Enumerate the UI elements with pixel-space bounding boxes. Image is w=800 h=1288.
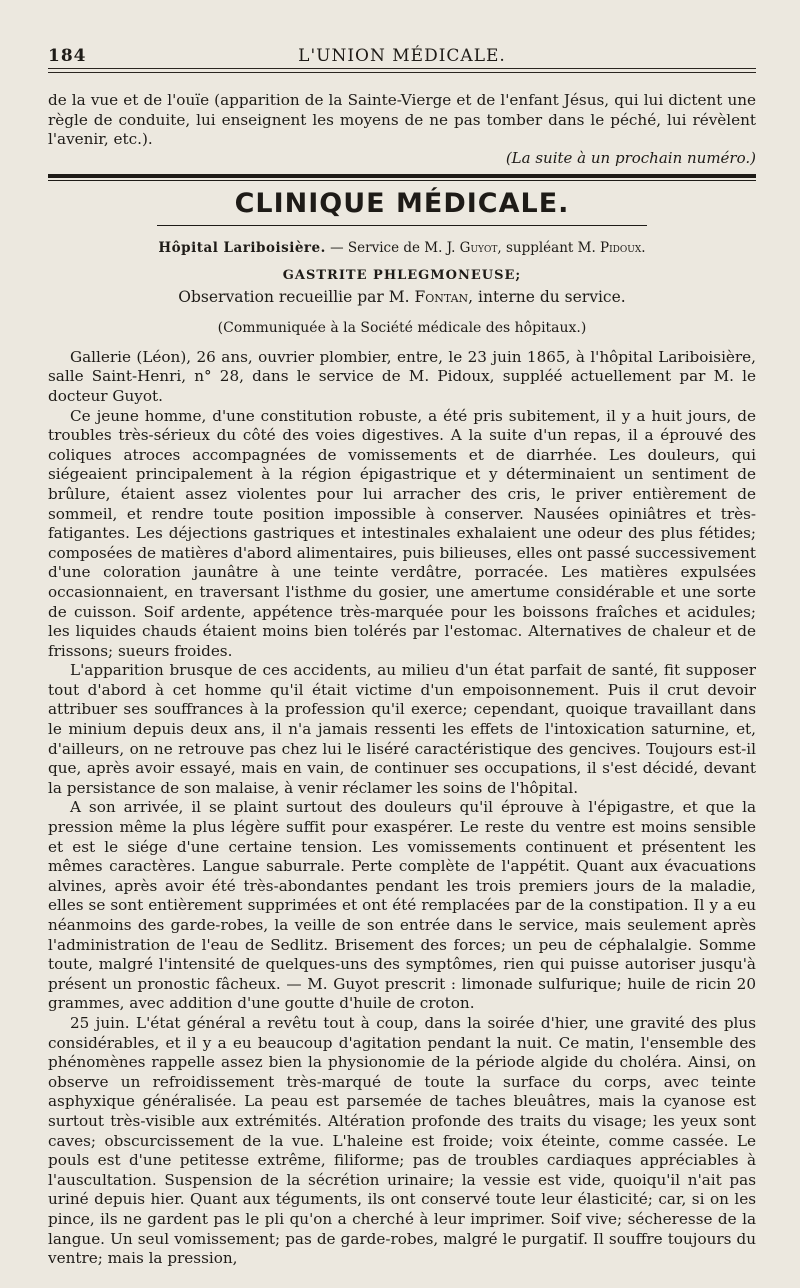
hospital-line <box>48 239 756 257</box>
observation-suffix: , interne du service. <box>468 287 626 306</box>
to-be-continued-note: (La suite à un prochain numéro.) <box>505 148 756 167</box>
body-paragraph: A son arrivée, il se plaint surtout des douleurs qu'il éprouve à l'épigastre, et que la pression même la plus légère suffit pour exaspérer. Le reste du ventre est moins sensible et est le siége d'une certaine tension. Les vomissements continuent et présentent les mêmes caractères. Langue saburrale. Perte complète de l'appétit. Quant aux évacuations alvines, après avoir été très-abondantes pendant les trois premiers jours de la maladie, elles se sont entièrement supprimées et ont été remplacées par de la constipation. Il y a eu néanmoins des garde-robes, la veille de son entrée dans le service, mais seulement après l'administration de l'eau de Sedlitz. Brisement des forces; un peu de céphalalgie. Somme toute, malgré l'intensité de quelques-uns des symptômes, rien qui puisse autoriser jusqu'à présent un pronostic fâcheux. — M. Guyot prescrit : limonade sulfurique; huile de ricin 20 grammes, avec addition d'une goutte d'huile de croton. <box>48 798 756 1013</box>
hospital-name: Hôpital Lariboisière. <box>158 239 326 256</box>
observation-line <box>48 287 756 307</box>
body-paragraph: L'apparition brusque de ces accidents, au milieu d'un état parfait de santé, fit supposer tout d'abord à cet homme qu'il était victime d'un empoisonnement. Puis il crut devoir attribuer ses souffrances à la profession qu'il exerce; cependant, quoique travaillant dans le minium depuis deux ans, il n'a jamais ressenti les effets de l'intoxication saturnine, et, d'ailleurs, on ne retrouve pas chez lui le liséré caractéristique des gencives. Toujours est-il que, après avoir essayé, mais en vain, de continuer ses occupations, il s'est décidé, devant la persistance de son malaise, à venir réclamer les soins de l'hôpital. <box>48 661 756 797</box>
service-prefix: — Service de M. J. <box>325 239 460 256</box>
communication-note: (Communiquée à la Société médicale des hôpitaux.) <box>217 319 587 336</box>
section-title: CLINIQUE MÉDICALE. <box>234 187 570 219</box>
observation-author: Fontan <box>414 287 469 306</box>
continuation-paragraph: de la vue et de l'ouïe (apparition de la Sainte-Vierge et de l'enfant Jésus, qui lui dictent une règle de conduite, lui enseignent les moyens de ne pas tomber dans le péché, lui révèlent l'avenir, etc.). <box>48 91 756 149</box>
body-paragraph: Gallerie (Léon), 26 ans, ouvrier plombier, entre, le 23 juin 1865, à l'hôpital Lariboisière, salle Saint-Henri, n° 28, dans le service de M. Pidoux, suppléé actuellement par M. le docteur Guyot. <box>48 347 756 405</box>
section-title-rule <box>157 225 647 226</box>
body-paragraph: Ce jeune homme, d'une constitution robuste, a été pris subitement, il y a huit jours, de troubles très-sérieux du côté des voies digestives. A la suite d'un repas, il a éprouvé des coliques atroces accompagnées de vomissements et de diarrhée. Les douleurs, qui siégeaient principalement à la région épigastrique et y déterminaient un sentiment de brûlure, étaient assez violentes pour lui arracher des cris, le priver entièrement de sommeil, et rendre toute position impossible à conserver. Nausées opiniâtres et très-fatigantes. Les déjections gastriques et intestinales exhalaient une odeur des plus fétides; composées de matières d'abord alimentaires, puis bilieuses, elles ont passé successivement d'une coloration jaunâtre à une teinte verdâtre, porracée. Les matières expulsées occasionnaient, en traversant l'isthme du gosier, une amertume considérable et une sorte de cuisson. Soif ardente, appétence très-marquée pour les boissons fraîches et acidules; les liquides chauds étaient moins bien tolérés par l'estomac. Alternatives de chaleur et de frissons; sueurs froides. <box>48 406 756 660</box>
case-title: GASTRITE PHLEGMONEUSE; <box>282 267 522 283</box>
service-guyot: Guyot <box>459 239 498 256</box>
service-pidoux: Pidoux <box>600 239 642 256</box>
page-number: 184 <box>48 46 87 66</box>
service-mid: , suppléant M. <box>497 239 601 256</box>
service-end: . <box>641 239 646 256</box>
body-paragraph: 25 juin. L'état général a revêtu tout à coup, dans la soirée d'hier, une gravité des plus considérables, et il y a eu beaucoup d'agitation pendant la nuit. Ce matin, l'ensemble des phénomènes rappelle assez bien la physionomie de la période algide du choléra. Ainsi, on observe un refroidissement très-marqué de toute la surface du corps, avec teinte asphyxique généralisée. La peau est parsemée de taches bleuâtres, mais la cyanose est surtout très-visible aux extrémités. Altération profonde des traits du visage; les yeux sont caves; obscurcissement de la vue. L'haleine est froide; voix éteinte, comme cassée. Le pouls est d'une petitesse extrême, filiforme; pas de troubles cardiaques appréciables à l'auscultation. Suspension de la sécrétion urinaire; la vessie est vide, quoiqu'il n'ait pas uriné depuis hier. Quant aux téguments, ils ont conservé toute leur élasticité; car, si on les pince, ils ne gardent pas le pli qu'on a cherché à leur imprimer. Soif vive; sécheresse de la langue. Un seul vomissement; pas de garde-robes, malgré le purgatif. Il souffre toujours du ventre; mais la pression, <box>48 1013 756 1268</box>
header-rule <box>48 72 756 73</box>
running-title: L'UNION MÉDICALE. <box>298 46 506 66</box>
article-body <box>48 348 756 1269</box>
page-header <box>48 38 756 69</box>
journal-page <box>48 38 756 1273</box>
section-divider-thin <box>48 180 756 181</box>
section-divider-thick <box>48 174 756 178</box>
observation-prefix: Observation recueillie par M. <box>178 287 415 306</box>
